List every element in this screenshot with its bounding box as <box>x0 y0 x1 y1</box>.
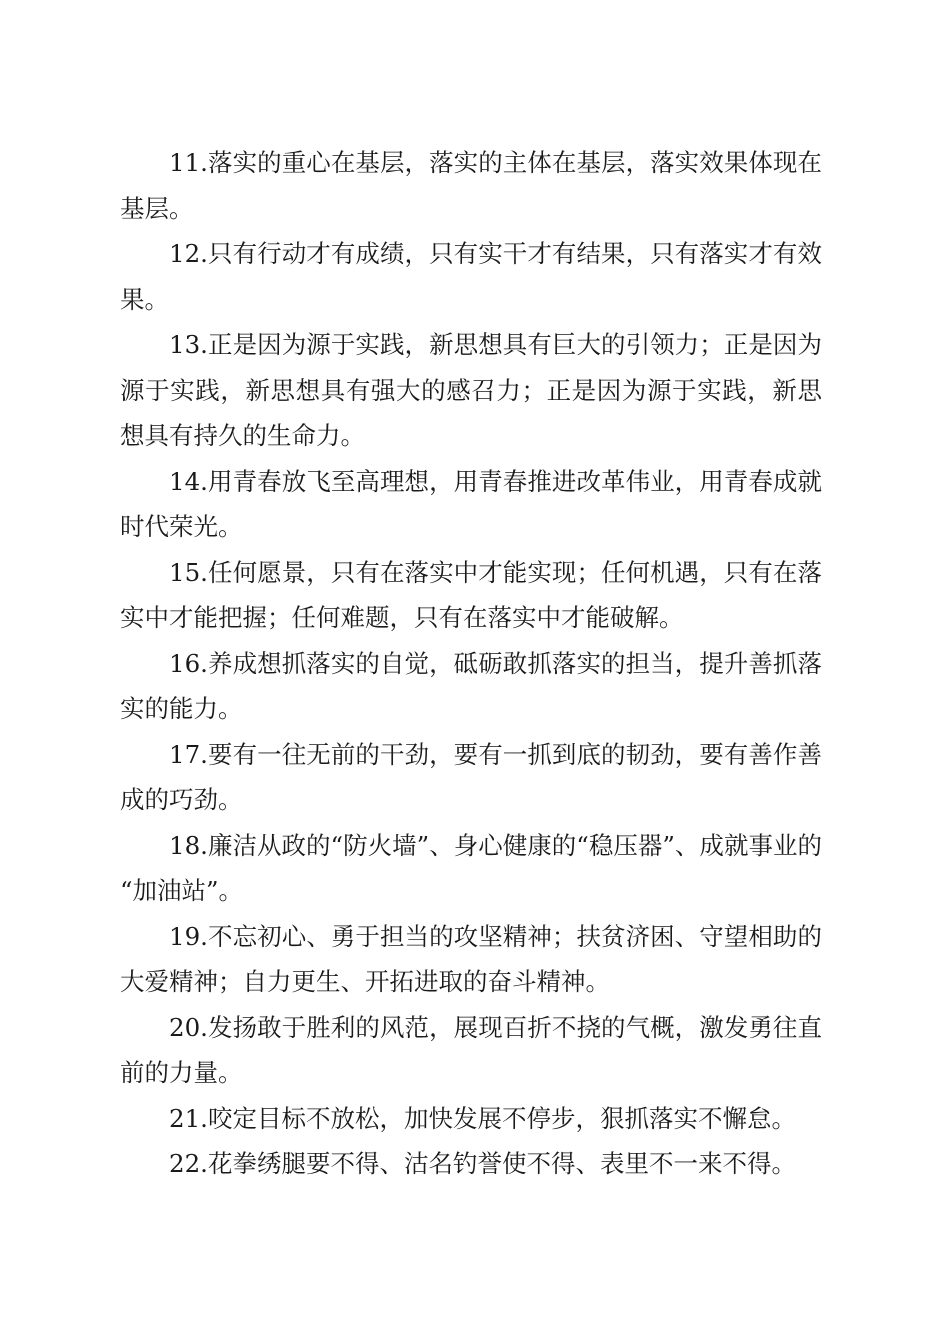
paragraph-19: 19.不忘初心、勇于担当的攻坚精神；扶贫济困、守望相助的大爱精神；自力更生、开拓进取的奋斗精神。 <box>120 921 822 996</box>
paragraph-20: 20.发扬敢于胜利的风范，展现百折不挠的气概，激发勇往直前的力量。 <box>120 1012 822 1087</box>
paragraph-22: 22.花拳绣腿要不得、沽名钓誉使不得、表里不一来不得。 <box>169 1149 796 1178</box>
paragraph-11: 11.落实的重心在基层，落实的主体在基层，落实效果体现在基层。 <box>120 148 822 223</box>
paragraph-17: 17.要有一往无前的干劲，要有一抓到底的韧劲，要有善作善成的巧劲。 <box>120 739 822 814</box>
paragraph-14: 14.用青春放飞至高理想，用青春推进改革伟业，用青春成就时代荣光。 <box>120 466 822 541</box>
paragraph-16: 16.养成想抓落实的自觉，砥砺敢抓落实的担当，提升善抓落实的能力。 <box>120 648 822 723</box>
paragraph-21: 21.咬定目标不放松，加快发展不停步，狠抓落实不懈怠。 <box>169 1103 796 1133</box>
paragraph-15: 15.任何愿景，只有在落实中才能实现；任何机遇，只有在落实中才能把握；任何难题，只有在落实中才能破解。 <box>120 557 822 632</box>
document-body <box>120 140 822 1187</box>
paragraph-12: 12.只有行动才有成绩，只有实干才有结果，只有落实才有效果。 <box>120 239 822 314</box>
paragraph-13: 13.正是因为源于实践，新思想具有巨大的引领力；正是因为源于实践，新思想具有强大的感召力；正是因为源于实践，新思想具有持久的生命力。 <box>120 330 822 450</box>
paragraph-18: 18.廉洁从政的“防火墙”、身心健康的“稳压器”、成就事业的“加油站”。 <box>120 830 822 905</box>
